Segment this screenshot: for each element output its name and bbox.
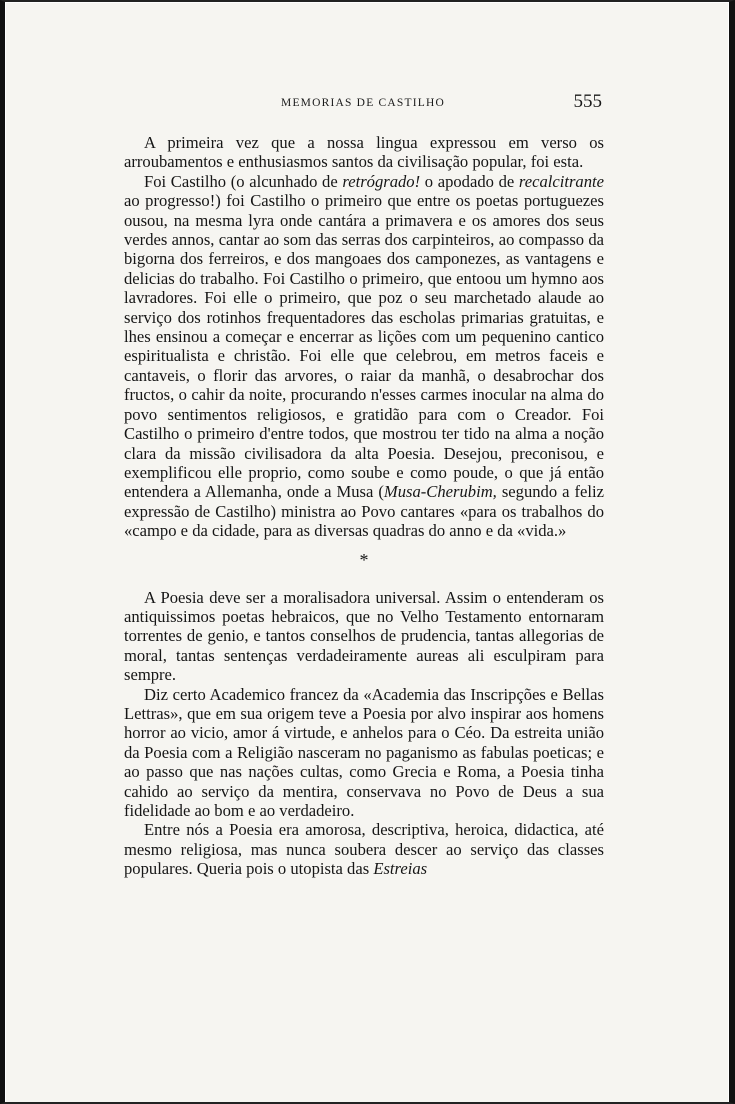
- paragraph: Entre nós a Poesia era amorosa, descriptiva, heroica, didactica, até mesmo religiosa, mas nunca soubera descer ao serviço das classes populares. Queria pois o utopista das Estreias: [124, 820, 604, 879]
- paragraph: A primeira vez que a nossa lingua expressou em verso os arroubamentos e enthusiasmos santos da civilisação popular, foi esta.: [124, 133, 604, 172]
- page-number: 555: [573, 91, 602, 112]
- paragraph: A Poesia deve ser a moralisadora universal. Assim o entenderam os antiquissimos poetas hebraicos, que no Velho Testamento entornaram torrentes de genio, e tantos conselhos de prudencia, tantas allegorias de moral, tantas sentenças verdadeiramente aureas ali esculpiram para sempre.: [124, 587, 604, 685]
- running-head: [124, 91, 602, 119]
- body-text: [124, 133, 604, 879]
- paragraph: Diz certo Academico francez da «Academia das Inscripções e Bellas Lettras», que em sua origem teve a Poesia por alvo inspirar aos homens horror ao vicio, amor á virtude, e anhelos para o Céo. Da estreita união da Poesia com a Religião nasceram no paganismo as fabulas poeticas; e ao passo que nas nações cultas, como Grecia e Roma, a Poesia tinha cahido ao serviço da mentira, conservava no Povo de Deus a sua fidelidade ao bom e ao verdadeiro.: [124, 684, 604, 820]
- section-divider: *: [359, 549, 369, 570]
- book-page: [6, 3, 728, 1102]
- running-title: MEMORIAS DE CASTILHO: [281, 97, 445, 109]
- paragraph: Foi Castilho (o alcunhado de retrógrado! o apodado de recalcitrante ao progresso!) foi Castilho o primeiro que entre os poetas portuguezes ousou, na mesma lyra onde cantára a primavera e os amores dos seus verdes annos, cantar ao som das serras dos carpinteiros, ao compasso da bigorna dos ferreiros, e dos mangoaes dos camponezes, as vantagens e delicias do trabalho. Foi Castilho o primeiro, que entoou um hymno aos lavradores. Foi elle o primeiro, que poz o seu marchetado alaude ao serviço dos rotinhos frequentadores das escholas primarias gratuitas, e lhes ensinou a começar e encerrar as lições com um pequenino cantico espiritualista e christão. Foi elle que celebrou, em metros faceis e cantaveis, o florir das arvores, o raiar da manhã, o desabrochar dos fructos, o cahir da noite, procurando n'esses carmes inocular na alma do povo sentimentos religiosos, e gratidão para com o Creador. Foi Castilho o primeiro d'entre todos, que mostrou ter tido na alma a noção clara da missão civilisadora da alta Poesia. Desejou, preconisou, e exemplificou elle proprio, como soube e como poude, o que já então entendera a Allemanha, onde a Musa (Musa-Cherubim, segundo a feliz expressão de Castilho) ministra ao Povo cantares «para os trabalhos do «campo e da cidade, para as diversas quadras do anno e da «vida.»: [124, 171, 604, 541]
